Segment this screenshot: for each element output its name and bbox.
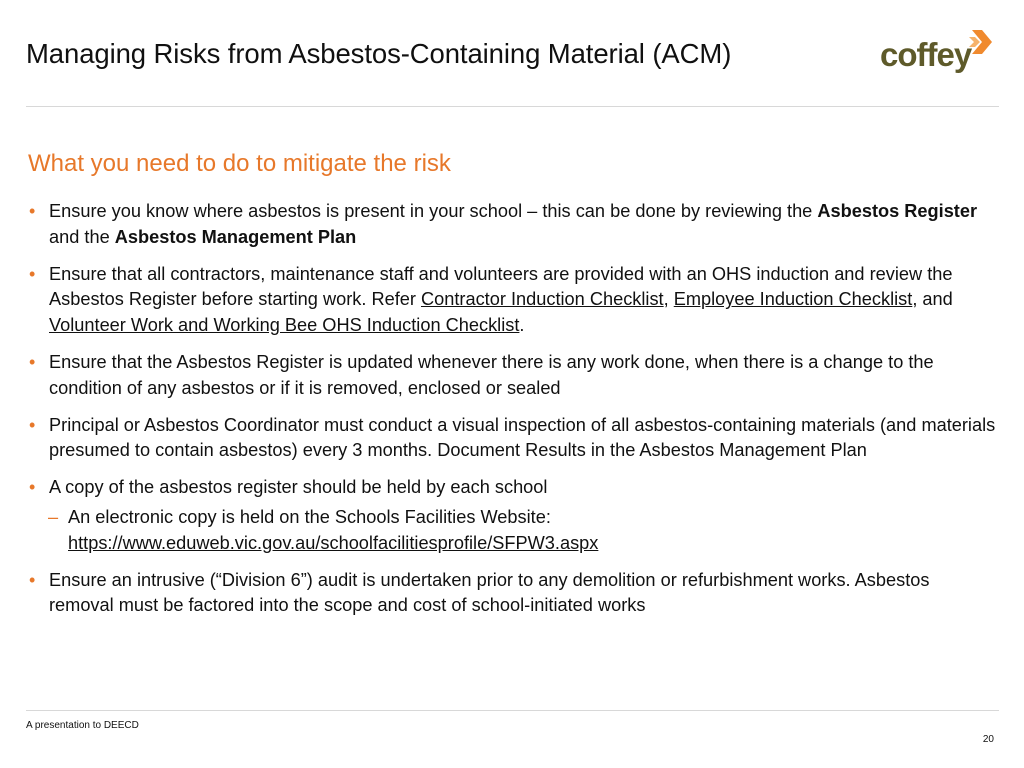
bullet-item [28, 199, 998, 251]
header-divider [26, 106, 999, 107]
bullet-item [28, 568, 998, 620]
bullet-list [28, 199, 998, 630]
bullet-text: , and [912, 289, 953, 310]
bullet-item [28, 475, 998, 556]
contractor-induction-checklist-link[interactable]: Contractor Induction Checklist [421, 289, 664, 310]
logo-wordmark: coffey [880, 36, 972, 73]
section-subtitle: What you need to do to mitigate the risk [28, 150, 451, 177]
chevron-logo-icon [966, 28, 996, 58]
bullet-text: Principal or Asbestos Coordinator must conduct a visual inspection of all asbestos-containing materials (and materials presumed to contain asbestos) every 3 months. Document Results in the Asbestos Management Plan [49, 414, 996, 461]
bullet-item [28, 413, 998, 465]
bullet-item [28, 262, 998, 339]
asbestos-management-plan-bold: Asbestos Management Plan [114, 226, 357, 247]
bullet-marker: • [29, 263, 36, 284]
bullet-text: Ensure that all contractors, maintenance staff and volunteers are provided with an OHS induction and review the Asbestos Register before starting work. Refer [49, 263, 953, 310]
bullet-text: Ensure you know where asbestos is present in your school – this can be done by reviewing the [49, 201, 818, 221]
sub-bullet-item [28, 505, 998, 557]
bullet-marker: • [29, 414, 36, 435]
employee-induction-checklist-link[interactable]: Employee Induction Checklist [673, 289, 913, 310]
coffey-logo [880, 28, 1000, 76]
bullet-marker: • [29, 201, 36, 221]
bullet-text: and the [49, 226, 115, 247]
bullet-text: . [519, 315, 525, 336]
asbestos-register-bold: Asbestos Register [817, 201, 978, 221]
bullet-text: Ensure that the Asbestos Register is updated whenever there is any work done, when there is a change to the condition of any asbestos or if it is removed, enclosed or sealed [49, 351, 934, 398]
bullet-text: Ensure an intrusive (“Division 6”) audit is undertaken prior to any demolition or refurbishment works. Asbestos removal must be factored into the scope and cost of school-initiated works [49, 569, 930, 616]
sub-bullet-text: An electronic copy is held on the Schools Facilities Website: [68, 506, 551, 527]
sub-bullet-marker: – [48, 506, 59, 527]
bullet-text: , [663, 289, 674, 310]
bullet-marker: • [29, 351, 36, 372]
page-number: 20 [982, 734, 994, 745]
slide-title: Managing Risks from Asbestos-Containing Material (ACM) [26, 38, 732, 69]
schools-facilities-website-link[interactable]: https://www.eduweb.vic.gov.au/schoolfacilitiesprofile/SFPW3.aspx [68, 532, 599, 553]
footer-divider [26, 710, 999, 711]
bullet-text: A copy of the asbestos register should be held by each school [49, 477, 548, 498]
bullet-marker: • [29, 477, 36, 498]
bullet-item [28, 350, 998, 402]
volunteer-induction-checklist-link[interactable]: Volunteer Work and Working Bee OHS Induction Checklist [49, 315, 520, 336]
footer-presentation-label: A presentation to DEECD [26, 720, 139, 731]
bullet-marker: • [29, 569, 36, 590]
